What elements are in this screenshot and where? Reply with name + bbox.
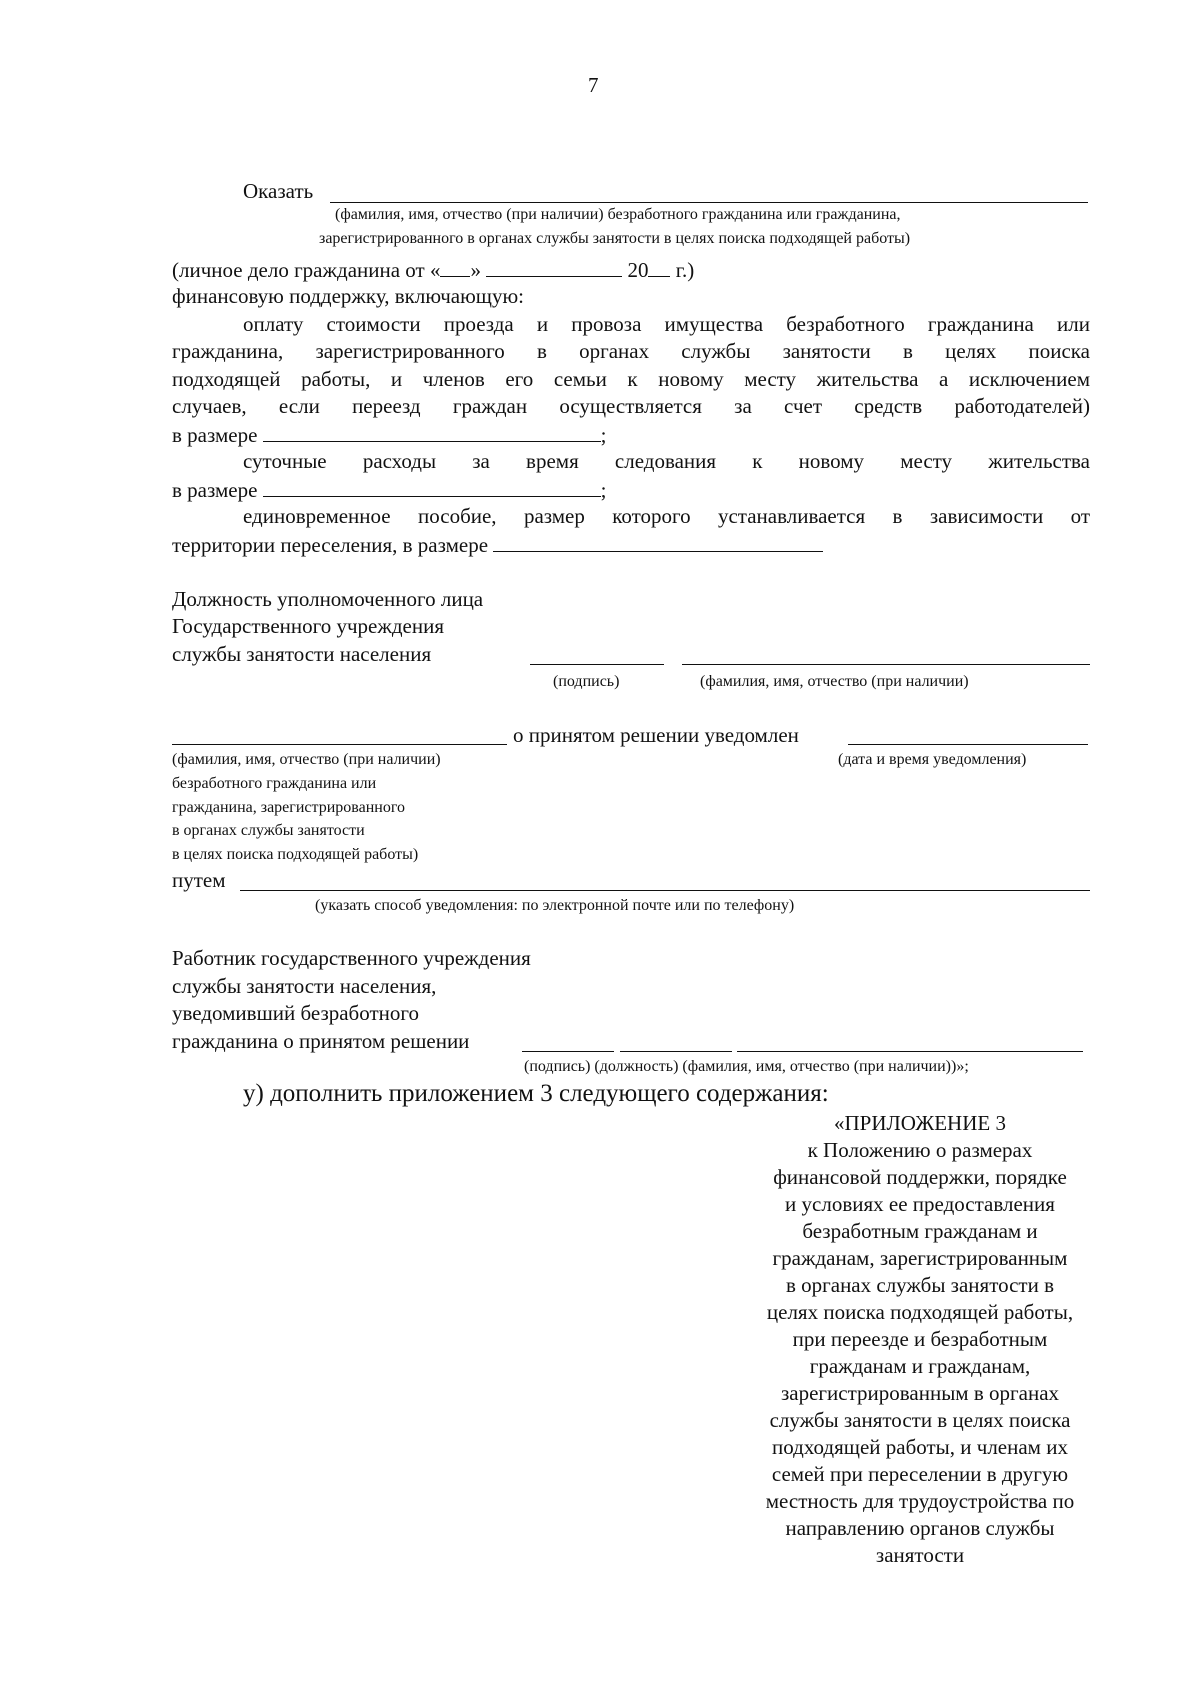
item2-semicolon: ; [600,478,607,502]
case-month-field[interactable] [486,256,622,277]
appendix-line: гражданам, зарегистрированным [772,1246,1068,1270]
item2-amount-field[interactable] [263,476,601,497]
item2-amount-label: в размере [172,478,258,502]
worker-line-2: службы занятости населения, [172,974,437,998]
appendix-title: «ПРИЛОЖЕНИЕ 3 [834,1111,1006,1135]
method-label: путем [172,868,226,892]
worker-line-1: Работник государственного учреждения [172,946,531,970]
worker-hint: (подпись) (должность) (фамилия, имя, отчество (при наличии))»; [524,1058,969,1075]
item1-semicolon: ; [600,423,607,447]
item3-line-2 [172,531,823,559]
official-line-3: службы занятости населения [172,642,432,666]
appendix-line: подходящей работы, и членам их [772,1435,1068,1459]
appendix-line: направлению органов службы [785,1516,1055,1540]
worker-line-3: уведомивший безработного [172,1001,419,1025]
case-line [172,256,694,284]
worker-name-field[interactable] [737,1051,1083,1052]
case-day-field[interactable] [440,256,470,277]
amendment-text: у) дополнить приложением 3 следующего содержания: [243,1080,829,1107]
notified-label: о принятом решении уведомлен [513,723,799,747]
citizen-hint-1: (фамилия, имя, отчество (при наличии) [172,751,441,768]
appendix-line: семей при переселении в другую [771,1462,1069,1486]
item1-line-4: случаев, если переезд граждан осуществляется за счет средств работодателей) [172,394,1090,418]
official-signature-hint: (подпись) [553,673,620,690]
worker-position-field[interactable] [620,1051,732,1052]
appendix-line: финансовой поддержки, порядке [773,1165,1067,1189]
item1-line-3: подходящей работы, и членов его семьи к новому месту жительства а исключением [172,367,1090,391]
citizen-name-field[interactable] [172,744,507,745]
case-year-suffix: г.) [675,258,695,282]
appendix-line: целях поиска подходящей работы, [766,1300,1074,1324]
citizen-hint-2: безработного гражданина или [172,775,377,792]
official-line-2: Государственного учреждения [172,614,445,638]
item1-line-1: оплату стоимости проезда и провоза имущества безработного гражданина или [243,312,1090,336]
case-line-prefix: (личное дело гражданина от « [172,258,441,282]
appendix-line: местность для трудоустройства по [765,1489,1075,1513]
grant-hint-2: зарегистрированного в органах службы занятости в целях поиска подходящей работы) [319,230,911,247]
appendix-line: при переезде и безработным [792,1327,1048,1351]
method-hint: (указать способ уведомления: по электронной почте или по телефону) [315,897,795,914]
page-number: 7 [588,73,599,97]
item2-line: суточные расходы за время следования к новому месту жительства [243,449,1090,473]
notification-method-field[interactable] [240,890,1090,891]
official-line-1: Должность уполномоченного лица [172,587,484,611]
item1-amount-label: в размере [172,423,258,447]
notification-datetime-field[interactable] [848,744,1088,745]
appendix-line: службы занятости в целях поиска [769,1408,1071,1432]
case-line-quote: » [470,258,481,282]
official-name-hint: (фамилия, имя, отчество (при наличии) [700,673,969,690]
appendix-line: к Положению о размерах [807,1138,1033,1162]
citizen-hint-4: в органах службы занятости [172,822,365,839]
citizen-hint-3: гражданина, зарегистрированного [172,799,405,816]
case-year-prefix: 20 [627,258,649,282]
appendix-line: занятости [875,1543,965,1567]
citizen-hint-5: в целях поиска подходящей работы) [172,846,419,863]
worker-line-4: гражданина о принятом решении [172,1029,470,1053]
grant-label: Оказать [243,179,314,203]
support-intro: финансовую поддержку, включающую: [172,284,524,308]
item1-amount-field[interactable] [263,421,601,442]
item1-amount [172,421,607,449]
item1-line-2: гражданина, зарегистрированного в органах службы занятости в целях поиска [172,339,1090,363]
appendix-line: в органах службы занятости в [785,1273,1055,1297]
grant-hint-1: (фамилия, имя, отчество (при наличии) безработного гражданина или гражданина, [335,206,901,223]
appendix-heading [720,1110,1120,1569]
datetime-hint: (дата и время уведомления) [838,751,1027,768]
grant-recipient-field[interactable] [330,202,1088,203]
item2-amount [172,476,607,504]
appendix-line: гражданам и гражданам, [809,1354,1031,1378]
item3-line-1: единовременное пособие, размер которого устанавливается в зависимости от [243,504,1090,528]
appendix-line: и условиях ее предоставления [785,1192,1055,1216]
item3-amount-field[interactable] [493,531,823,552]
item3-line-2-text: территории переселения, в размере [172,533,489,557]
worker-signature-field[interactable] [522,1051,614,1052]
official-name-field[interactable] [682,664,1090,665]
appendix-line: безработным гражданам и [802,1219,1038,1243]
appendix-line: зарегистрированным в органах [780,1381,1060,1405]
official-signature-field[interactable] [530,664,664,665]
case-year-field[interactable] [648,256,670,277]
